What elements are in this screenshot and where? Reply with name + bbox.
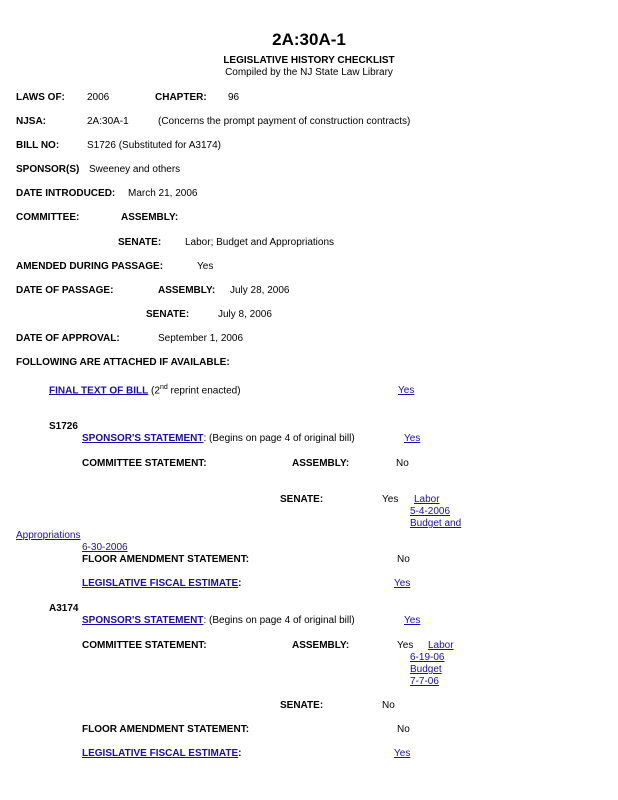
s1726-sponsor-row [82,433,355,445]
s1726-fiscal-colon: : [238,578,242,589]
a3174-floor-value: No [397,724,410,735]
committee-senate-value: Labor; Budget and Appropriations [185,237,334,248]
a3174-assembly-date2-link[interactable]: 7-7-06 [410,676,439,687]
date-introduced-value: March 21, 2006 [128,188,198,199]
approval-value: September 1, 2006 [158,333,244,344]
a3174-senate-label: SENATE: [280,700,324,711]
s1726-sponsor-note: : (Begins on page 4 of original bill) [203,433,355,444]
chapter-label: CHAPTER: [155,92,207,103]
s1726-sponsor-statement-link[interactable]: SPONSOR'S STATEMENT [82,433,204,444]
a3174-fiscal-link[interactable]: LEGISLATIVE FISCAL ESTIMATE [82,748,239,759]
committee-label: COMMITTEE: [16,212,80,223]
njsa-value: 2A:30A-1 [87,116,129,127]
s1726-floor-label: FLOOR AMENDMENT STATEMENT: [82,554,250,565]
a3174-fiscal-yes-link[interactable]: Yes [394,748,411,759]
committee-senate-label: SENATE: [118,237,162,248]
chapter-value: 96 [228,92,240,103]
a3174-assembly-label: ASSEMBLY: [292,640,350,651]
committee-assembly-label: ASSEMBLY: [121,212,179,223]
sponsors-label: SPONSOR(S) [16,164,80,175]
laws-of-value: 2006 [87,92,110,103]
a3174-sponsor-row [82,615,355,627]
final-text-row [49,384,241,397]
bill-no-label: BILL NO: [16,140,60,151]
s1726-committee-label: COMMITTEE STATEMENT: [82,458,207,469]
passage-assembly-value: July 28, 2006 [230,285,290,296]
sponsors-value: Sweeney and others [89,164,181,175]
final-text-yes-link[interactable]: Yes [398,385,415,396]
s1726-fiscal-yes-link[interactable]: Yes [394,578,411,589]
a3174-sponsor-yes-link[interactable]: Yes [404,615,421,626]
s1726-fiscal-link[interactable]: LEGISLATIVE FISCAL ESTIMATE [82,578,239,589]
checklist-heading: LEGISLATIVE HISTORY CHECKLIST [223,55,395,66]
a3174-heading: A3174 [49,603,79,614]
s1726-senate-label: SENATE: [280,494,324,505]
a3174-assembly-labor-link[interactable]: Labor [428,640,454,651]
s1726-senate-value: Yes [382,494,399,505]
attached-heading: FOLLOWING ARE ATTACHED IF AVAILABLE: [16,357,230,368]
njsa-label: NJSA: [16,116,47,127]
a3174-sponsor-note: : (Begins on page 4 of original bill) [203,615,355,626]
final-text-link[interactable]: FINAL TEXT OF BILL [49,385,149,397]
s1726-senate-labor-link[interactable]: Labor [414,494,440,505]
a3174-senate-value: No [382,700,395,711]
a3174-floor-label: FLOOR AMENDMENT STATEMENT: [82,724,250,735]
page-title: 2A:30A-1 [272,30,346,49]
s1726-assembly-label: ASSEMBLY: [292,458,350,469]
final-text-note-post: reprint enacted) [167,385,241,397]
laws-of-label: LAWS OF: [16,92,65,103]
final-text-note-pre: (2 [148,385,160,397]
passage-assembly-label: ASSEMBLY: [158,285,216,296]
s1726-fiscal-row [82,578,241,590]
a3174-assembly-budget-link[interactable]: Budget [410,664,442,675]
a3174-sponsor-statement-link[interactable]: SPONSOR'S STATEMENT [82,615,204,626]
s1726-senate-date2-link[interactable]: 6-30-2006 [82,542,128,553]
approval-label: DATE OF APPROVAL: [16,333,120,344]
bill-no-value: S1726 (Substituted for A3174) [87,140,221,151]
s1726-assembly-value: No [396,458,409,469]
amended-label: AMENDED DURING PASSAGE: [16,261,164,272]
passage-senate-value: July 8, 2006 [218,309,272,320]
date-introduced-label: DATE INTRODUCED: [16,188,116,199]
passage-senate-label: SENATE: [146,309,190,320]
a3174-assembly-value: Yes [397,640,414,651]
compiled-by: Compiled by the NJ State Law Library [225,67,393,78]
s1726-heading: S1726 [49,421,78,432]
s1726-senate-date-link[interactable]: 5-4-2006 [410,506,451,517]
a3174-assembly-date-link[interactable]: 6-19-06 [410,652,445,663]
passage-label: DATE OF PASSAGE: [16,285,114,296]
s1726-sponsor-yes-link[interactable]: Yes [404,433,421,444]
final-text-note-sup: nd [159,384,168,391]
s1726-senate-appropriations-link[interactable]: Appropriations [16,530,81,541]
a3174-fiscal-row [82,748,241,760]
a3174-committee-label: COMMITTEE STATEMENT: [82,640,207,651]
s1726-senate-budget-link[interactable]: Budget and [410,518,462,529]
njsa-description: (Concerns the prompt payment of construction contracts) [158,116,411,127]
a3174-fiscal-colon: : [238,748,242,759]
s1726-floor-value: No [397,554,410,565]
amended-value: Yes [197,261,214,272]
